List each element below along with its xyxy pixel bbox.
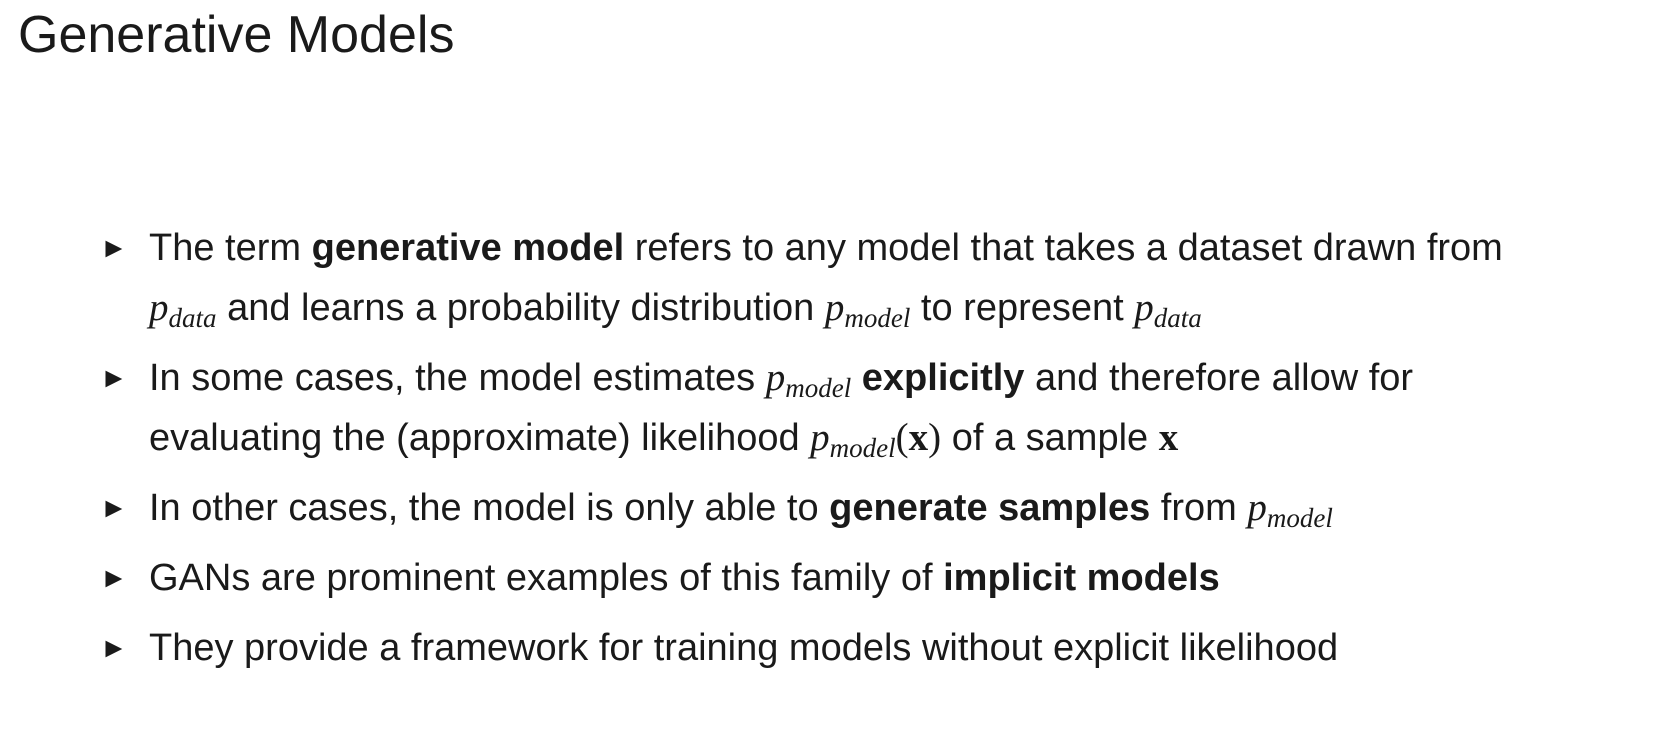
bullet-item-implicit-models — [100, 548, 1640, 608]
text-segment: refers to any model that takes a dataset drawn from — [624, 227, 1503, 269]
bullet-line — [149, 278, 1640, 338]
triangle-bullet-icon: ► — [100, 362, 128, 393]
text-segment: to represent — [910, 287, 1135, 329]
bold-term: generative model — [311, 227, 625, 269]
bullet-line — [149, 408, 1640, 468]
bullet-item-generate-samples — [100, 478, 1640, 538]
math-base: p — [149, 286, 169, 329]
bullet-list — [100, 218, 1640, 688]
triangle-bullet-icon: ► — [100, 492, 128, 523]
math-base: p — [765, 356, 786, 399]
math-base: p — [1134, 286, 1154, 329]
triangle-bullet-icon: ► — [100, 232, 128, 263]
text-segment: and therefore allow for — [1024, 357, 1414, 399]
text-segment: GANs are prominent examples of this family of — [149, 557, 944, 599]
math-subscript: data — [1153, 303, 1202, 333]
triangle-bullet-icon: ► — [100, 562, 128, 593]
math-p-model — [765, 356, 852, 403]
bullet-line — [149, 618, 1640, 678]
math-base: p — [1247, 486, 1267, 529]
bullet-line — [149, 348, 1640, 408]
math-p-model — [810, 416, 896, 463]
math-subscript: model — [1266, 503, 1333, 533]
math-p-data — [149, 286, 217, 333]
bullet-line — [149, 478, 1640, 538]
math-subscript: data — [168, 303, 217, 333]
bullet-item-framework — [100, 618, 1640, 678]
text-segment: of a sample — [941, 417, 1159, 459]
triangle-bullet-icon: ► — [100, 632, 128, 663]
math-vector-x: x — [1158, 416, 1179, 459]
bullet-item-generative-model — [100, 218, 1640, 338]
math-paren: ( — [895, 416, 909, 459]
bullet-item-explicit — [100, 348, 1640, 468]
math-vector-x: x — [908, 416, 929, 459]
math-p-data — [1134, 286, 1202, 333]
math-base: p — [824, 286, 845, 329]
text-segment: They provide a framework for training models without explicit likelihood — [149, 627, 1339, 669]
text-segment: The term — [149, 227, 312, 269]
text-segment: from — [1150, 487, 1248, 529]
math-subscript: model — [785, 373, 852, 403]
slide-title: Generative Models — [18, 6, 455, 64]
text-segment: In other cases, the model is only able to — [149, 487, 830, 529]
text-segment: and learns a probability distribution — [216, 287, 825, 329]
text-segment: In some cases, the model estimates — [149, 357, 766, 399]
bold-term: explicitly — [851, 357, 1025, 399]
bold-term: implicit models — [943, 557, 1220, 599]
math-base: p — [810, 416, 830, 459]
text-segment: evaluating the (approximate) likelihood — [149, 417, 811, 459]
math-paren: ) — [928, 416, 942, 459]
bullet-line — [149, 218, 1640, 278]
math-subscript: model — [829, 433, 896, 463]
math-subscript: model — [844, 303, 911, 333]
math-p-model — [824, 286, 911, 333]
bullet-line — [149, 548, 1640, 608]
bold-term: generate samples — [829, 487, 1151, 529]
math-p-model — [1247, 486, 1333, 533]
